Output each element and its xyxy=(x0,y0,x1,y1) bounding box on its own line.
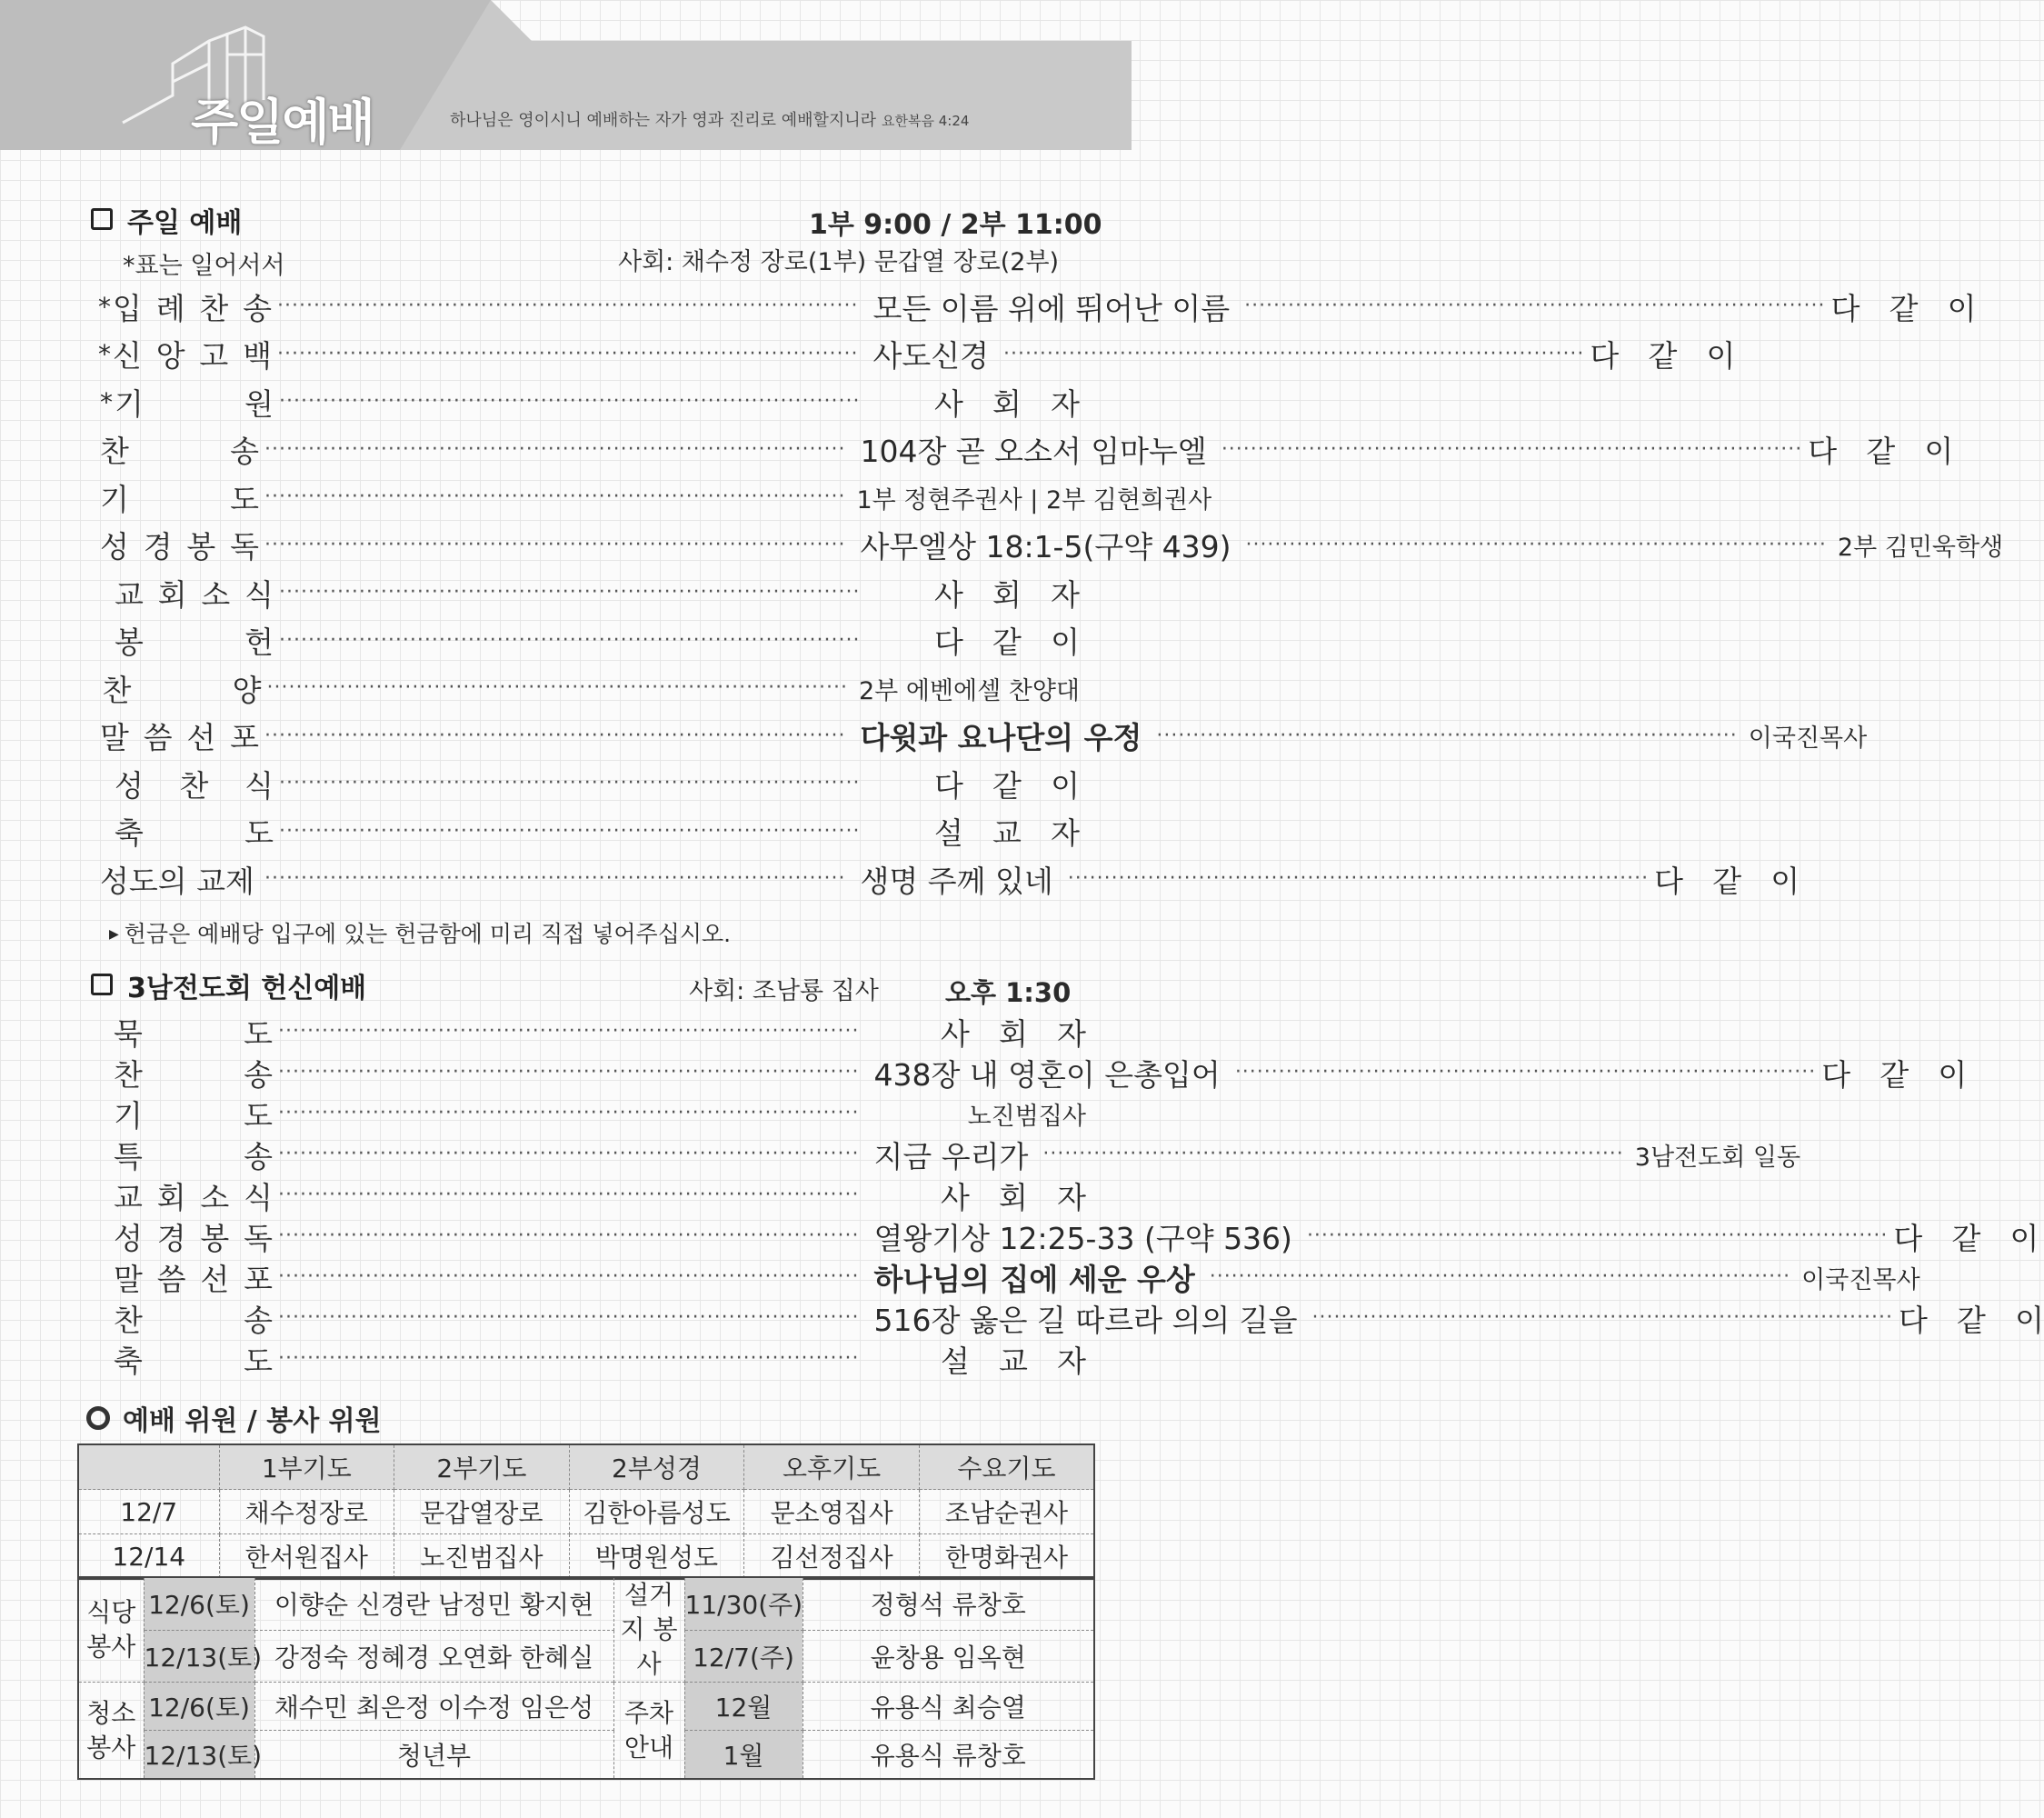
duty-row xyxy=(78,1534,1094,1580)
leader-char: 다 xyxy=(1899,1302,1928,1338)
kitchen-date: 12/6(토) xyxy=(144,1577,254,1630)
order-row xyxy=(114,1132,1801,1177)
order-leader-name xyxy=(941,1338,1086,1381)
duty-cell: 박명원성도 xyxy=(569,1534,744,1580)
order-leader-name xyxy=(1893,1215,2039,1258)
dot-leader: ················································································ xyxy=(264,437,846,461)
leader-char: 다 xyxy=(1654,863,1684,899)
order-leader-name xyxy=(934,572,1080,614)
order-row xyxy=(114,1336,1086,1382)
parking-names: 유용식 최승열 xyxy=(803,1683,1094,1731)
duty-cell: 김선정집사 xyxy=(744,1534,920,1580)
leader-char: 자 xyxy=(1057,1015,1086,1052)
order-label xyxy=(100,476,259,519)
order-label xyxy=(113,333,272,375)
leader-char: 회 xyxy=(999,1179,1028,1215)
leader-char: 이 xyxy=(1706,338,1736,374)
leader-char: 같 xyxy=(992,624,1022,660)
dot-leader: ················································································ xyxy=(278,1347,860,1370)
order-row xyxy=(114,1214,2039,1259)
leader-char: 같 xyxy=(1957,1302,1986,1338)
leader-char: 이 xyxy=(1051,767,1080,804)
leader-char: 다 xyxy=(934,767,963,804)
order-label xyxy=(114,1338,273,1381)
leader-char: 같 xyxy=(1879,1056,1909,1093)
order-row xyxy=(114,1091,1086,1136)
leader-char: 자 xyxy=(1051,576,1080,613)
leader-char: 교 xyxy=(999,1343,1028,1379)
label-char: 기 xyxy=(115,385,144,422)
label-char: 도 xyxy=(244,1343,273,1379)
order-leader-name xyxy=(1590,333,1735,375)
label-char: 찬 xyxy=(100,434,129,469)
label-char: 양 xyxy=(232,672,262,708)
label-char: 찬 xyxy=(114,1302,143,1338)
dot-leader: ················································································ xyxy=(278,1020,860,1043)
order-label xyxy=(100,714,259,757)
order-leader-name: 이국진목사 xyxy=(1748,724,1868,753)
order-label xyxy=(103,667,262,710)
order-row xyxy=(98,284,1977,329)
duty-cell: 문소영집사 xyxy=(744,1490,920,1534)
order-content: 104장 곧 오소서 임마누엘 xyxy=(860,434,1207,469)
order-label xyxy=(114,1215,273,1258)
leader-char: 이 xyxy=(1051,624,1080,660)
order-row xyxy=(98,523,2004,568)
order-label xyxy=(114,1011,273,1054)
order-row xyxy=(98,570,1080,615)
dot-leader: ················································································ xyxy=(278,1102,860,1124)
verse-text: 하나님은 영이시니 예배하는 자가 영과 진리로 예배할지니라 xyxy=(450,111,877,130)
prayer-duty-table xyxy=(77,1443,1095,1580)
leader-char: 다 xyxy=(934,624,963,660)
leader-char: 이 xyxy=(2015,1302,2044,1338)
afternoon-time: 오후 1:30 xyxy=(945,977,1072,1008)
col-header: 오후기도 xyxy=(744,1444,920,1490)
dot-leader: ················································································ xyxy=(1245,533,1827,556)
label-char: 찬 xyxy=(102,672,132,708)
leader-char: 다 xyxy=(1830,290,1860,326)
dot-leader: ················································································ xyxy=(1042,1143,1624,1165)
duty-date: 12/14 xyxy=(78,1534,219,1580)
label-char: 선 xyxy=(200,1261,230,1297)
order-content: 사무엘상 18:1-5(구약 439) xyxy=(860,529,1231,564)
label-char: 식 xyxy=(244,576,274,613)
duty-cell: 조남순권사 xyxy=(919,1490,1094,1534)
label-char: 도 xyxy=(244,815,274,851)
label-char: 헌 xyxy=(244,624,274,660)
order-label xyxy=(115,572,274,614)
dishes-names: 윤창용 임옥현 xyxy=(803,1630,1094,1682)
label-char: 성 xyxy=(115,767,144,804)
dot-leader: ················································································ xyxy=(278,1265,860,1288)
order-content: 다윗과 요나단의 우정 xyxy=(860,720,1142,755)
label-char: 교 xyxy=(115,576,144,613)
label-char: 기 xyxy=(114,1097,143,1134)
standing-note: *표는 일어서서 xyxy=(123,252,285,280)
afternoon-host: 사회: 조남룡 집사 xyxy=(689,977,879,1005)
dot-leader: ················································································ xyxy=(279,581,861,604)
label-char: 축 xyxy=(115,815,144,851)
label-char: 백 xyxy=(243,338,272,374)
order-leader-name xyxy=(1831,285,1977,328)
label-char: 성 xyxy=(100,529,129,564)
label-char: 도 xyxy=(244,1015,273,1052)
dot-leader: ················································································ xyxy=(279,628,861,652)
service-row xyxy=(78,1683,1094,1731)
label-char: 독 xyxy=(230,529,259,564)
checkbox-square-icon xyxy=(91,974,113,995)
duty-header-row xyxy=(78,1444,1094,1490)
order-label xyxy=(113,285,272,328)
col-header: 수요기도 xyxy=(919,1444,1094,1490)
leader-char: 다 xyxy=(1590,338,1620,374)
col-header: 2부성경 xyxy=(569,1444,744,1490)
label-char: 송 xyxy=(243,290,272,326)
duty-cell: 문갑열장로 xyxy=(394,1490,570,1534)
order-row xyxy=(114,1173,1086,1218)
leader-char: 이 xyxy=(2009,1220,2039,1256)
leader-char: 다 xyxy=(1808,434,1838,469)
order-label xyxy=(114,1256,273,1299)
cleaning-label: 청소 봉사 xyxy=(78,1683,144,1780)
order-label xyxy=(100,524,259,566)
label-char: 말 xyxy=(114,1261,143,1297)
leader-char: 설 xyxy=(941,1343,970,1379)
header-verse xyxy=(450,107,969,131)
leader-char: 이 xyxy=(1938,1056,1968,1093)
dishes-date: 11/30(주) xyxy=(684,1577,803,1630)
leader-char: 자 xyxy=(1051,815,1080,851)
sunday-host: 사회: 채수정 장로(1부) 문갑열 장로(2부) xyxy=(618,248,1060,276)
duty-cell: 한서원집사 xyxy=(219,1534,394,1580)
leader-char: 사 xyxy=(934,385,963,422)
kitchen-names: 강정숙 정혜경 오연화 한혜실 xyxy=(254,1630,613,1682)
afternoon-service-title: 3남전도회 헌신예배 xyxy=(91,965,366,1005)
order-label xyxy=(100,858,259,901)
leader-char: 다 xyxy=(1893,1220,1923,1256)
parking-names: 유용식 류창호 xyxy=(803,1731,1094,1780)
label-char: 원 xyxy=(244,385,274,422)
cleaning-date: 12/6(토) xyxy=(144,1683,254,1731)
order-leader-name xyxy=(1654,858,1800,901)
dot-leader: ················································································ xyxy=(264,533,846,556)
dot-leader: ················································································ xyxy=(1221,437,1803,461)
dot-leader: ················································································ xyxy=(1209,1265,1791,1288)
order-content: 지금 우리가 xyxy=(873,1138,1029,1174)
cleaning-names: 청년부 xyxy=(254,1731,613,1780)
order-row xyxy=(98,332,1736,377)
order-leader-name: 이국진목사 xyxy=(1801,1265,1920,1294)
order-leader-name xyxy=(1899,1297,2044,1340)
leader-char: 자 xyxy=(1051,385,1080,422)
parking-date: 12월 xyxy=(684,1683,803,1731)
order-content: 438장 내 영혼이 은총입어 xyxy=(873,1056,1221,1093)
order-label xyxy=(114,1052,273,1094)
label-char: 도 xyxy=(230,481,259,517)
label-char: 찬 xyxy=(114,1056,143,1093)
dot-leader: ················································································ xyxy=(1244,295,1826,317)
order-leader-name xyxy=(934,381,1080,424)
order-row xyxy=(114,1050,1968,1095)
leader-char: 사 xyxy=(941,1179,970,1215)
label-char: 봉 xyxy=(186,529,216,564)
order-leader-name xyxy=(934,763,1080,805)
label-char: 소 xyxy=(201,576,231,613)
dot-leader: ················································································ xyxy=(1002,342,1585,365)
dot-leader: ················································································ xyxy=(264,485,846,508)
triangle-right-icon: ▶ xyxy=(109,927,119,942)
label-char: 앙 xyxy=(155,338,185,374)
leader-char: 사 xyxy=(934,576,963,613)
sunday-service-times: 1부 9:00 / 2부 11:00 xyxy=(809,209,1102,241)
order-content: 생명 주께 있네 xyxy=(860,863,1053,899)
offering-note: ▶ 헌금은 예배당 입구에 있는 헌금함에 미리 직접 넣어주십시오. xyxy=(109,921,732,947)
dot-leader: ················································································ xyxy=(264,867,846,890)
order-label xyxy=(115,619,274,662)
service-row xyxy=(78,1630,1094,1682)
leader-char: 이 xyxy=(1770,863,1800,899)
dot-leader: ················································································ xyxy=(1067,867,1650,890)
order-row xyxy=(98,665,1080,711)
order-leader-name xyxy=(1808,428,1953,471)
label-char: 기 xyxy=(100,481,129,517)
order-row xyxy=(98,761,1080,806)
order-row xyxy=(114,1254,1920,1300)
volunteers-title: 예배 위원 / 봉사 위원 xyxy=(86,1398,382,1438)
service-duty-table xyxy=(77,1576,1095,1780)
leader-char: 이 xyxy=(1947,290,1977,326)
label-char: 송 xyxy=(244,1302,273,1338)
leader-char: 자 xyxy=(1057,1343,1086,1379)
leader-char: 자 xyxy=(1057,1179,1086,1215)
dot-leader: ················································································ xyxy=(278,1184,860,1206)
duty-cell: 김한아름성도 xyxy=(569,1490,744,1534)
leader-char: 설 xyxy=(934,815,963,851)
order-leader-name: 노진범집사 xyxy=(967,1102,1086,1131)
checkbox-square-icon xyxy=(91,208,113,230)
label-char: 신 xyxy=(113,338,142,374)
order-label xyxy=(100,428,259,471)
order-leader-name xyxy=(934,619,1080,662)
label-char: 묵 xyxy=(114,1015,143,1052)
label-char: 회 xyxy=(157,576,187,613)
leader-char: 같 xyxy=(1648,338,1678,374)
leader-char: 같 xyxy=(1889,290,1919,326)
label-char: 식 xyxy=(244,1179,273,1215)
label-char: 포 xyxy=(244,1261,273,1297)
label-char: 봉 xyxy=(115,624,144,660)
leader-char: 회 xyxy=(992,385,1022,422)
dot-leader: ················································································ xyxy=(277,295,859,317)
leader-char: 같 xyxy=(992,767,1022,804)
order-label xyxy=(114,1174,273,1217)
ring-bullet-icon xyxy=(86,1406,110,1430)
label-char: 말 xyxy=(100,720,129,755)
dot-leader: ················································································ xyxy=(1234,1061,1817,1084)
label-char: 도 xyxy=(244,1097,273,1134)
order-label xyxy=(115,763,274,805)
cleaning-names: 채수민 최은정 이수정 임은성 xyxy=(254,1683,613,1731)
leader-char: 같 xyxy=(1866,434,1896,469)
label-char: 특 xyxy=(114,1138,143,1174)
order-leader-name: 3남전도회 일동 xyxy=(1634,1143,1801,1172)
order-leader-name xyxy=(934,810,1080,853)
dot-leader: ················································································ xyxy=(279,390,861,413)
order-content: 516장 옳은 길 따르라 의의 길을 xyxy=(873,1302,1298,1338)
dishes-label: 설거지 봉사 xyxy=(613,1577,684,1683)
order-leader-name: 1부 정현주권사 | 2부 김현희권사 xyxy=(856,485,1212,514)
label-char: 성도의 교제 xyxy=(100,863,254,899)
order-row xyxy=(98,856,1800,902)
label-char: 경 xyxy=(143,529,173,564)
label-char: 식 xyxy=(244,767,274,804)
leader-char: 회 xyxy=(992,576,1022,613)
dot-leader: ················································································ xyxy=(277,342,859,365)
service-row xyxy=(78,1731,1094,1780)
standing-mark: * xyxy=(100,386,113,417)
dishes-date: 12/7(주) xyxy=(684,1630,803,1682)
dot-leader: ················································································ xyxy=(264,724,846,747)
label-char: 회 xyxy=(156,1179,186,1215)
order-row xyxy=(114,1295,2044,1341)
label-char: 고 xyxy=(199,338,229,374)
leader-char: 교 xyxy=(992,815,1022,851)
leader-char: 같 xyxy=(1951,1220,1981,1256)
duty-cell: 채수정장로 xyxy=(219,1490,394,1534)
page-header xyxy=(0,0,1132,150)
order-content: 모든 이름 위에 뛰어난 이름 xyxy=(872,290,1231,326)
dot-leader: ················································································ xyxy=(278,1306,860,1329)
label-char: 씀 xyxy=(143,720,173,755)
dot-leader: ················································································ xyxy=(1156,724,1738,747)
order-label xyxy=(114,1093,273,1135)
diagonal-corner-cell xyxy=(78,1444,219,1490)
label-char: 경 xyxy=(156,1220,186,1256)
dot-leader: ················································································ xyxy=(1311,1306,1893,1329)
order-leader-name: 2부 에벤에셀 찬양대 xyxy=(859,676,1080,705)
label-char: 입 xyxy=(113,290,142,326)
kitchen-date: 12/13(토) xyxy=(144,1630,254,1682)
order-row xyxy=(98,618,1080,664)
leader-char: 회 xyxy=(999,1015,1028,1052)
label-char: 소 xyxy=(200,1179,230,1215)
kitchen-names: 이향순 신경란 남정민 황지현 xyxy=(254,1577,613,1630)
leader-char: 사 xyxy=(941,1015,970,1052)
order-row xyxy=(98,809,1080,854)
order-label xyxy=(115,810,274,853)
order-label xyxy=(114,1134,273,1176)
order-row xyxy=(98,427,1954,473)
label-char: 선 xyxy=(186,720,216,755)
duty-date: 12/7 xyxy=(78,1490,219,1534)
col-header: 2부기도 xyxy=(394,1444,570,1490)
leader-char: 다 xyxy=(1821,1056,1851,1093)
order-row xyxy=(98,714,1868,759)
standing-mark: * xyxy=(98,339,111,369)
order-label xyxy=(115,381,274,424)
order-content: 사도신경 xyxy=(872,338,989,374)
order-row xyxy=(114,1009,1086,1054)
order-content: 열왕기상 12:25-33 (구약 536) xyxy=(873,1220,1292,1256)
parking-date: 1월 xyxy=(684,1731,803,1780)
order-leader-name xyxy=(941,1174,1086,1217)
cleaning-date: 12/13(토) xyxy=(144,1731,254,1780)
order-row xyxy=(98,379,1080,425)
order-content: 하나님의 집에 세운 우상 xyxy=(873,1261,1195,1297)
label-char: 교 xyxy=(114,1179,143,1215)
col-header: 1부기도 xyxy=(219,1444,394,1490)
duty-cell: 한명화권사 xyxy=(919,1534,1094,1580)
leader-char: 이 xyxy=(1924,434,1954,469)
label-char: 례 xyxy=(155,290,185,326)
label-char: 포 xyxy=(230,720,259,755)
order-label xyxy=(114,1297,273,1340)
label-char: 축 xyxy=(114,1343,143,1379)
dot-leader: ················································································ xyxy=(278,1224,860,1247)
label-char: 찬 xyxy=(179,767,209,804)
dot-leader: ················································································ xyxy=(279,819,861,843)
dishes-names: 정형석 류창호 xyxy=(803,1577,1094,1630)
verse-reference: 요한복음 4:24 xyxy=(882,113,970,129)
duty-row xyxy=(78,1490,1094,1534)
header-title: 주일예배 xyxy=(191,94,374,151)
order-leader-name xyxy=(941,1011,1086,1054)
sunday-service-title: 주일 예배 xyxy=(91,200,242,240)
service-row xyxy=(78,1577,1094,1630)
label-char: 봉 xyxy=(200,1220,230,1256)
label-char: 씀 xyxy=(156,1261,186,1297)
dot-leader: ················································································ xyxy=(278,1061,860,1084)
dot-leader: ················································································ xyxy=(279,772,861,794)
dot-leader: ················································································ xyxy=(278,1143,860,1165)
order-leader-name xyxy=(1821,1052,1967,1094)
duty-cell: 노진범집사 xyxy=(394,1534,570,1580)
kitchen-label: 식당 봉사 xyxy=(78,1577,144,1683)
dot-leader: ················································································ xyxy=(1306,1224,1889,1247)
leader-char: 같 xyxy=(1712,863,1742,899)
label-char: 독 xyxy=(244,1220,273,1256)
label-char: 찬 xyxy=(199,290,229,326)
label-char: 송 xyxy=(244,1056,273,1093)
order-leader-name: 2부 김민욱학생 xyxy=(1837,534,2004,562)
order-row xyxy=(98,474,1212,520)
dot-leader: ················································································ xyxy=(266,676,848,699)
label-char: 송 xyxy=(244,1138,273,1174)
parking-label: 주차 안내 xyxy=(613,1683,684,1780)
standing-mark: * xyxy=(98,291,111,322)
label-char: 성 xyxy=(114,1220,143,1256)
label-char: 송 xyxy=(230,434,259,469)
